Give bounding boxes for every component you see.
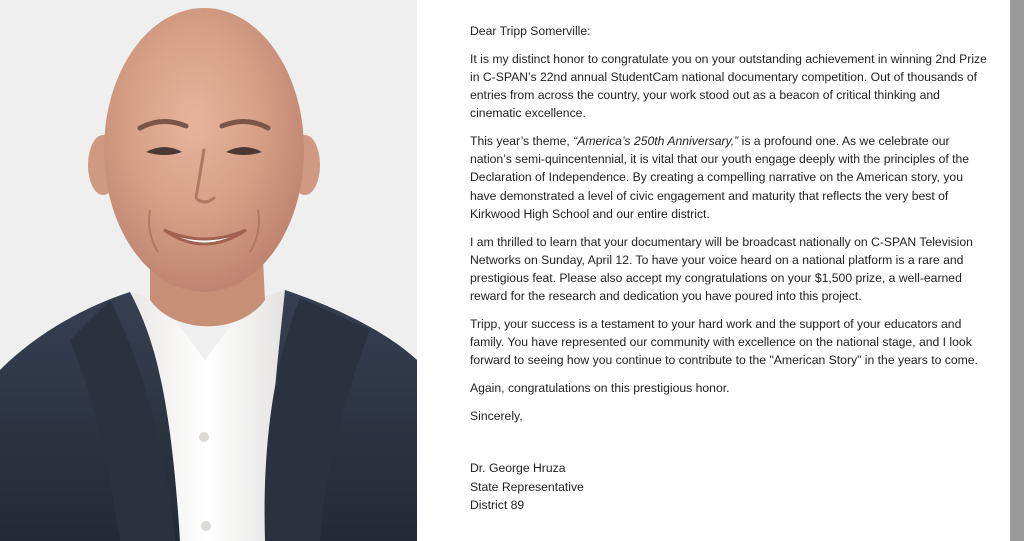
signature-district: District 89 — [470, 497, 525, 512]
signature-name: Dr. George Hruza — [470, 461, 566, 476]
signature-block — [470, 459, 990, 514]
paragraph-4: Tripp, your success is a testament to your hard work and the support of your educators and family. You have represented our community with excellence on the national stage, and I look forward to seeing how you continue to contribute to the "American Story" in the years to come. — [470, 316, 978, 368]
letter-body — [470, 22, 990, 514]
salutation: Dear Tripp Somerville: — [470, 24, 591, 38]
paragraph-2-rest: is a profound one. As we celebrate our nation’s semi-quincentennial, it is vital that our youth engage deeply with the principles of the Declaration of Independence. By creating a compelling narrative on the American story, you have demonstrated a level of civic engagement and maturity that reflects the very best of Kirkwood High School and our entire district. — [470, 134, 970, 221]
signature-space — [470, 434, 990, 459]
paragraph-2-start: This year’s theme, — [470, 134, 574, 149]
portrait-photo — [0, 0, 417, 541]
paragraph-5: Again, congratulations on this prestigious honor. — [470, 380, 730, 395]
paragraph-1: It is my distinct honor to congratulate you on your outstanding achievement in winning 2nd Prize in C-SPAN’s 22nd annual StudentCam national documentary competition. Out of thousands of entries from across the country, your work stood out as a beacon of critical thinking and cinematic excellence. — [470, 51, 987, 121]
portrait-illustration — [0, 0, 417, 541]
signature-title: State Representative — [470, 479, 584, 494]
closing: Sincerely, — [470, 408, 523, 423]
right-edge-bar — [1010, 0, 1024, 541]
paragraph-3: I am thrilled to learn that your documentary will be broadcast nationally on C-SPAN Television Networks on Sunday, April 12. To have your voice heard on a national platform is a rare and prestigious feat. Please also accept my congratulations on your $1,500 prize, a well-earned reward for the research and dedication you have poured into this project. — [470, 234, 973, 304]
letter-panel — [418, 0, 1010, 541]
paragraph-2 — [470, 132, 990, 223]
theme-title: “America’s 250th Anniversary,” — [573, 134, 739, 149]
